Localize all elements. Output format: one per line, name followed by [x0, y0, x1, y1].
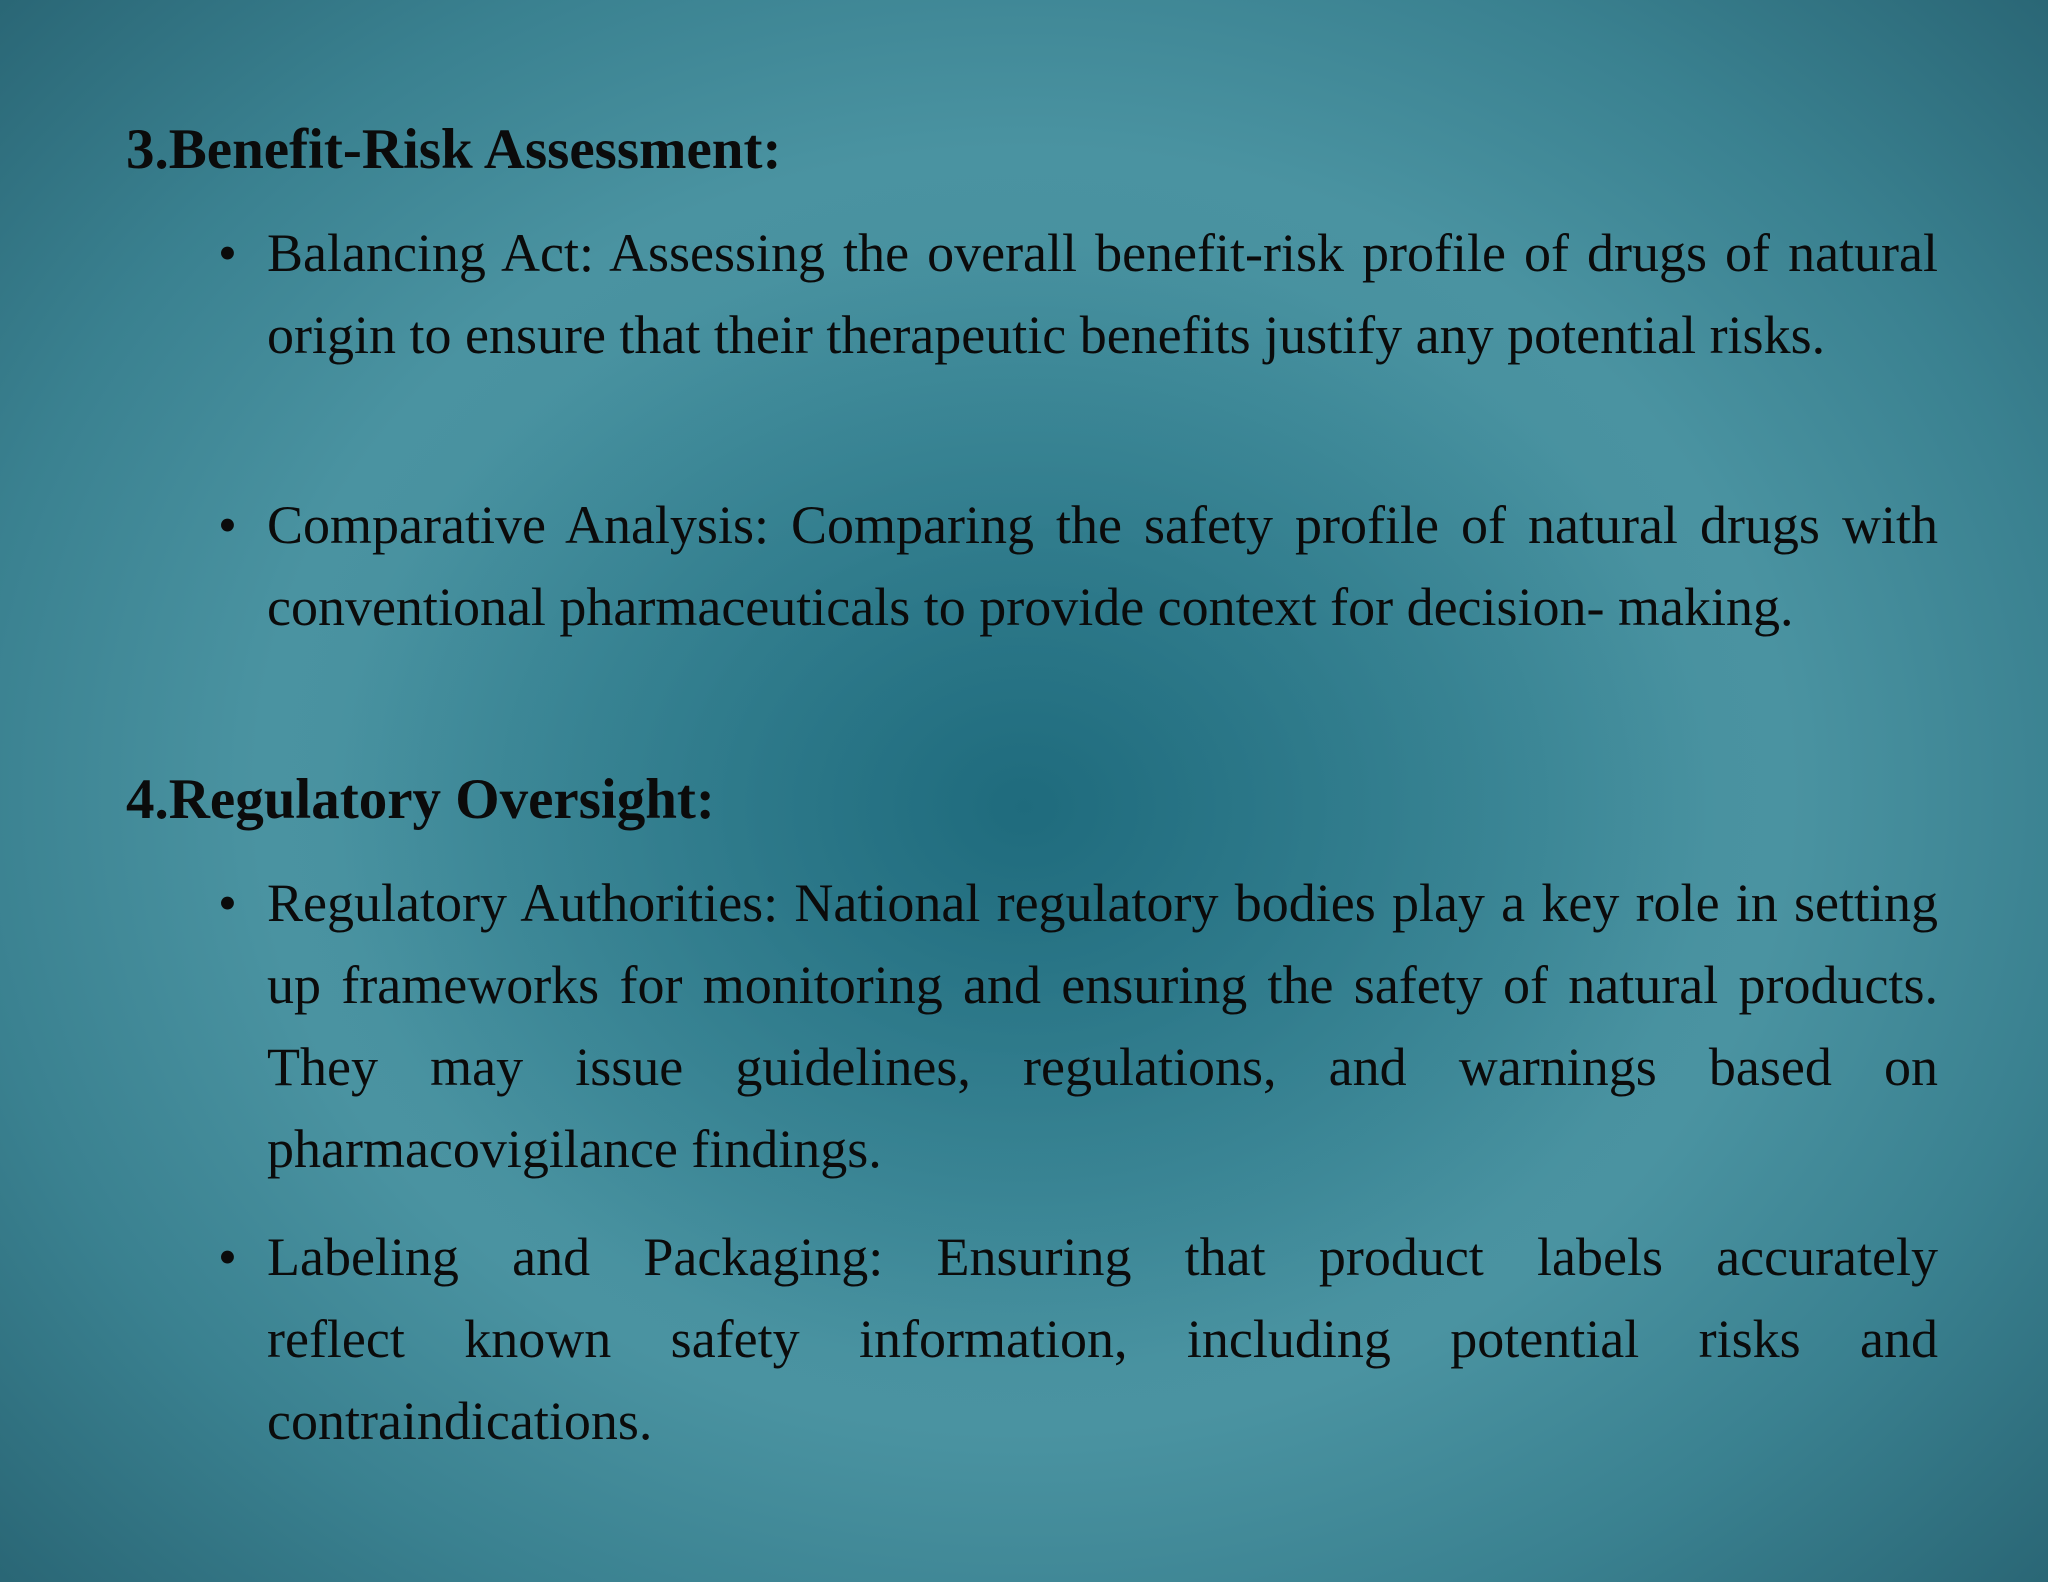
bullet-icon: •: [218, 495, 237, 555]
section-heading-benefit-risk: 3.Benefit-Risk Assessment:: [126, 118, 782, 181]
bullet-text: Comparative Analysis: Comparing the safety profile of natural drugs with conventional pharmaceuticals to provide context for decision- making.: [267, 495, 1938, 637]
bullet-item-labeling-packaging: [218, 1216, 1938, 1462]
bullet-text: Labeling and Packaging: Ensuring that product labels accurately reflect known safety information, including potential risks and contraindications.: [267, 1227, 1938, 1451]
bullet-text: Balancing Act: Assessing the overall benefit-risk profile of drugs of natural origin to ensure that their therapeutic benefits justify any potential risks.: [267, 223, 1938, 365]
bullet-icon: •: [218, 1227, 237, 1287]
bullet-item-comparative-analysis: [218, 484, 1938, 648]
bullet-text: Regulatory Authorities: National regulatory bodies play a key role in setting up frameworks for monitoring and ensuring the safety of natural products. They may issue guidelines, regulations, and warnings based on pharmacovigilance findings.: [267, 873, 1938, 1179]
section-heading-regulatory-oversight: 4.Regulatory Oversight:: [126, 768, 715, 831]
bullet-icon: •: [218, 873, 237, 933]
bullet-item-regulatory-authorities: [218, 862, 1938, 1190]
bullet-item-balancing-act: [218, 212, 1938, 376]
bullet-icon: •: [218, 223, 237, 283]
